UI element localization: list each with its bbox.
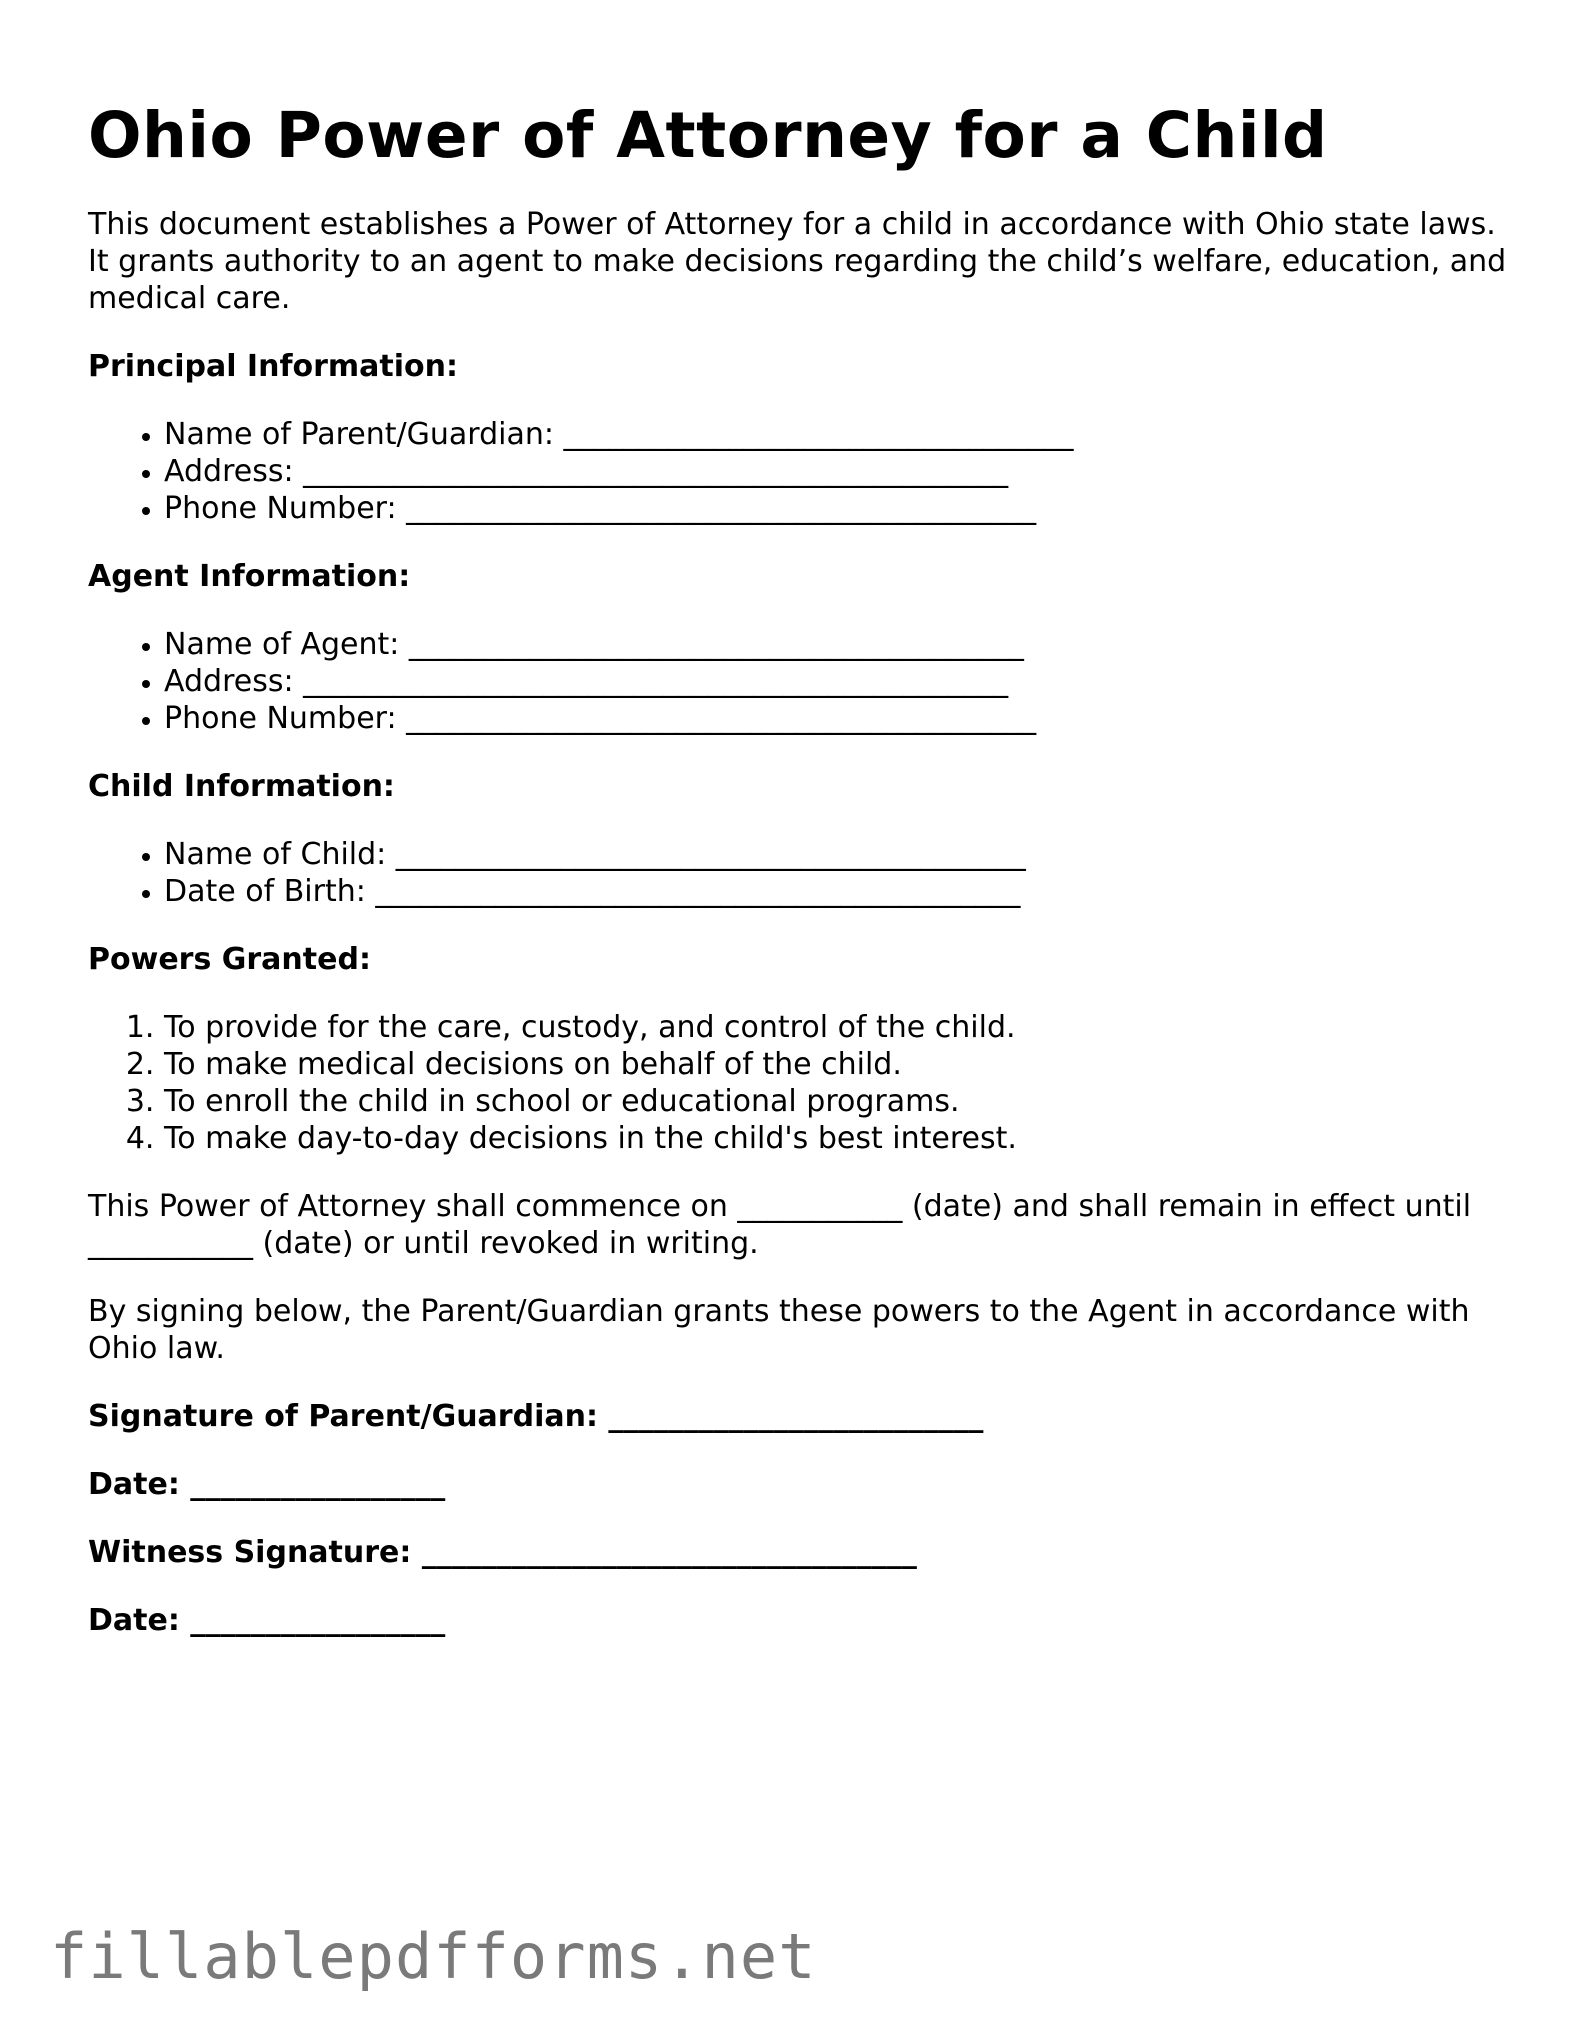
witness-signature-line: Witness Signature: _________________________________	[88, 1535, 917, 1571]
document-title: Ohio Power of Attorney for a Child	[88, 99, 1328, 172]
agent-list	[88, 626, 1488, 737]
document-page	[88, 99, 1507, 1670]
power-item: 4. To make day-to-day decisions in the child's best interest.	[164, 1120, 1488, 1157]
powers-list	[88, 1009, 1488, 1157]
principal-phone-field: • Phone Number: __________________________________________	[164, 490, 1488, 527]
child-heading: Child Information:	[88, 769, 395, 805]
intro-paragraph: This document establishes a Power of Attorney for a child in accordance with Ohio state laws. It grants authority to an agent to make decisions regarding the child’s welfare, education, and medical care.	[88, 207, 1507, 317]
power-item: 2. To make medical decisions on behalf of the child.	[164, 1046, 1488, 1083]
child-list	[88, 836, 1488, 910]
agent-heading: Agent Information:	[88, 559, 411, 595]
principal-name-field: • Name of Parent/Guardian: __________________________________	[164, 416, 1488, 453]
power-item: 1. To provide for the care, custody, and control of the child.	[164, 1009, 1488, 1046]
principal-list	[88, 416, 1488, 527]
power-item: 3. To enroll the child in school or educational programs.	[164, 1083, 1488, 1120]
watermark: fillablepdfforms.net	[50, 1920, 817, 1993]
parent-date-line: Date: _________________	[88, 1467, 446, 1503]
signing-paragraph: By signing below, the Parent/Guardian grants these powers to the Agent in accordance with Ohio law.	[88, 1294, 1470, 1367]
principal-address-field: • Address: _______________________________________________	[164, 453, 1488, 490]
powers-heading: Powers Granted:	[88, 942, 371, 978]
principal-heading: Principal Information:	[88, 349, 459, 385]
parent-signature-line: Signature of Parent/Guardian: _________________________	[88, 1399, 984, 1435]
child-dob-field: • Date of Birth: ___________________________________________	[164, 873, 1488, 910]
agent-address-field: • Address: _______________________________________________	[164, 663, 1488, 700]
agent-name-field: • Name of Agent: _________________________________________	[164, 626, 1488, 663]
term-paragraph: This Power of Attorney shall commence on ___________ (date) and shall remain in effect until ___________ (date) or until revoked in writing.	[88, 1189, 1472, 1262]
agent-phone-field: • Phone Number: __________________________________________	[164, 700, 1488, 737]
child-name-field: • Name of Child: __________________________________________	[164, 836, 1488, 873]
witness-date-line: Date: _________________	[88, 1603, 446, 1639]
